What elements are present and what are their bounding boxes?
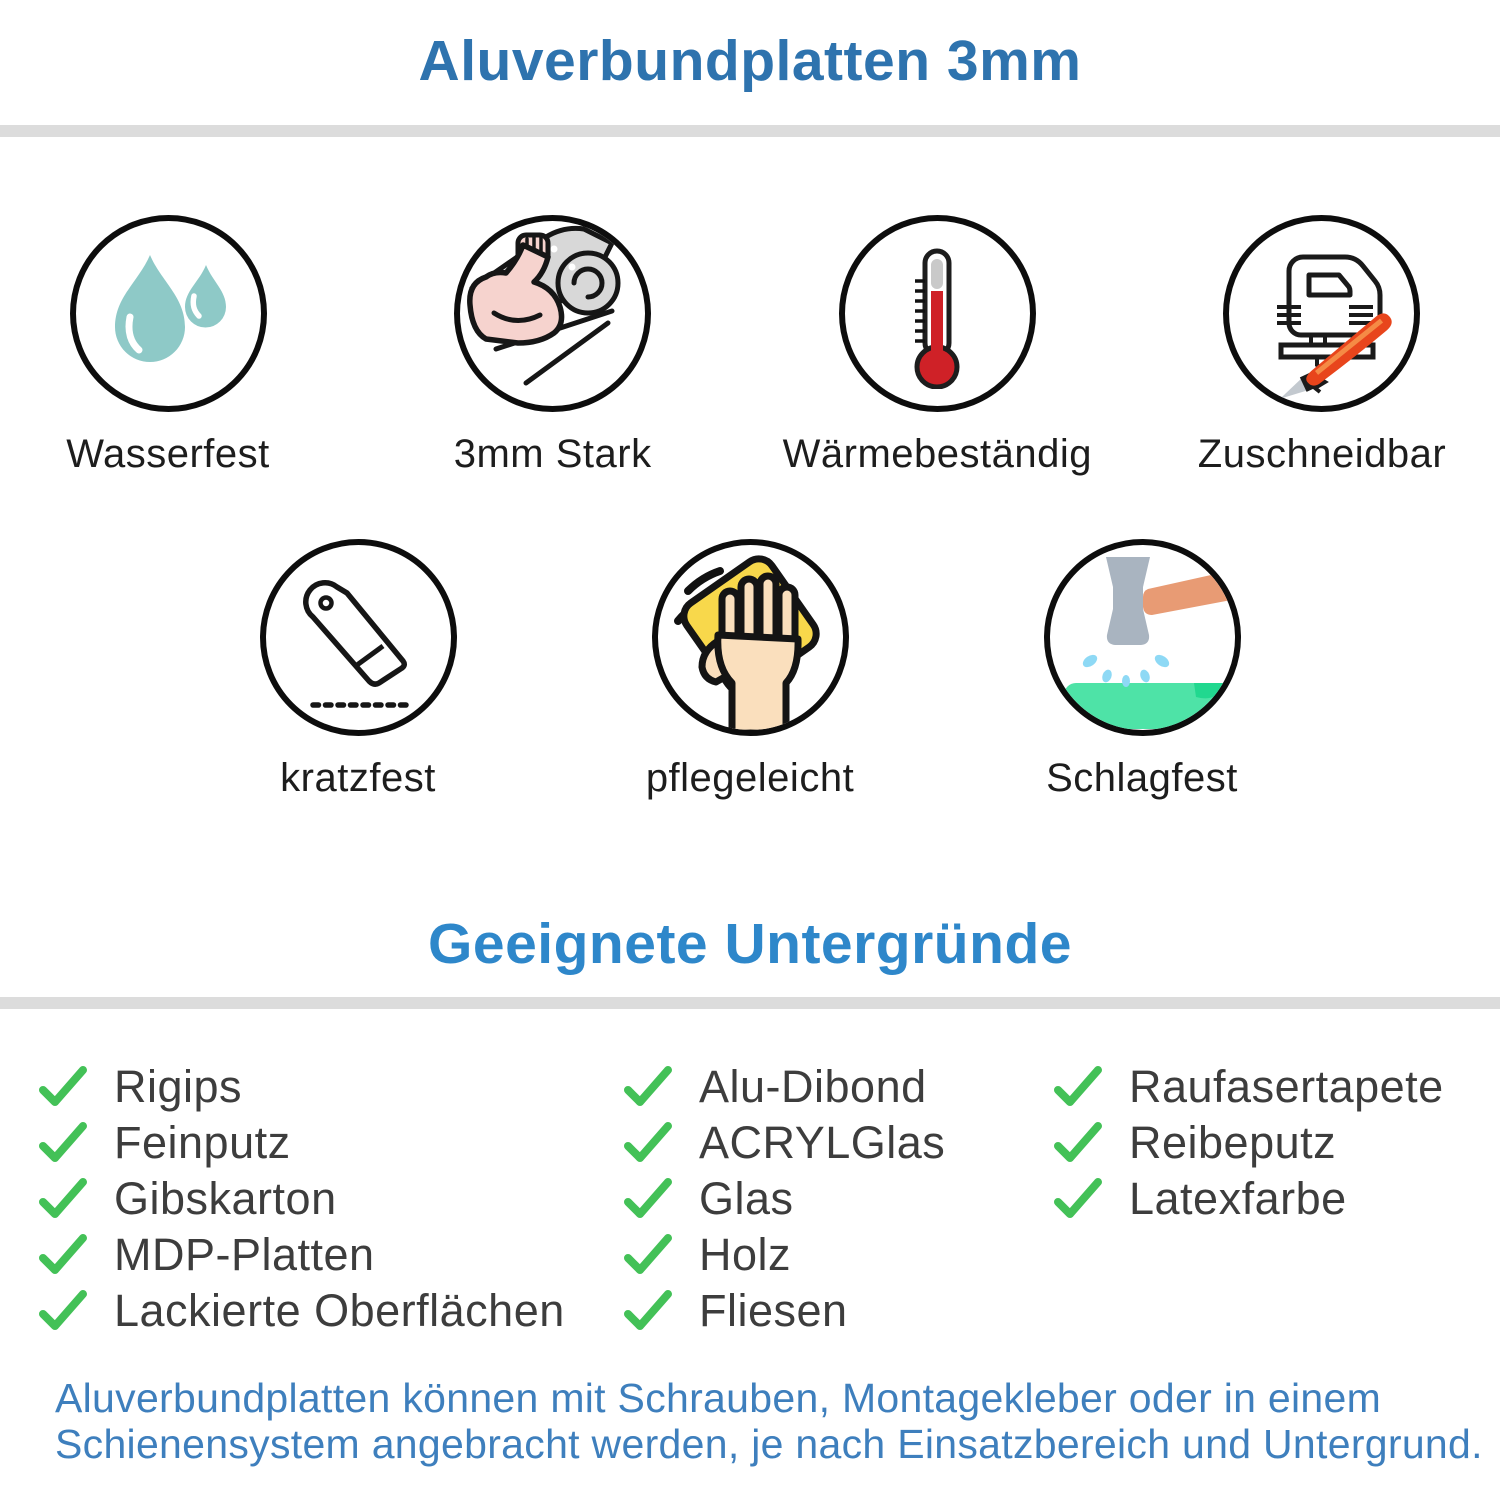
check-icon [38,1120,88,1166]
substrate-item [1053,1059,1473,1115]
feature-pflegeleicht [634,539,866,801]
substrates-column-2 [623,1059,1053,1339]
feature-label: 3mm Stark [453,432,652,477]
substrate-item [38,1283,623,1339]
features-row-2 [0,539,1500,801]
substrate-item [623,1171,1053,1227]
feature-label: Wärmebeständig [782,432,1092,477]
cleaning-hand-icon [652,539,849,736]
check-icon [38,1064,88,1110]
check-icon [623,1232,673,1278]
substrate-label: Feinputz [114,1116,291,1168]
substrate-label: Lackierte Oberflächen [114,1284,565,1336]
feature-wasserfest [52,215,284,477]
thermometer-icon [839,215,1036,412]
mounting-note [0,1375,1500,1468]
substrate-item [1053,1171,1473,1227]
section-title: Geeignete Untergründe [428,912,1072,977]
substrate-item [623,1283,1053,1339]
features-row-1 [0,215,1500,477]
substrate-item [38,1059,623,1115]
substrates-column-1 [38,1059,623,1339]
substrate-label: Reibeputz [1129,1116,1337,1168]
check-icon [1053,1176,1103,1222]
feature-label: Schlagfest [1046,756,1238,801]
utility-knife-icon [260,539,457,736]
feature-zuschneidbar [1197,215,1447,477]
check-icon [38,1232,88,1278]
substrate-item [38,1115,623,1171]
feature-label: Wasserfest [66,432,270,477]
feature-schlagfest [1026,539,1258,801]
substrate-label: Glas [699,1172,794,1224]
substrate-item [623,1227,1053,1283]
page-title: Aluverbundplatten 3mm [418,29,1082,93]
substrate-label: Fliesen [699,1284,848,1336]
substrate-label: MDP-Platten [114,1228,375,1280]
check-icon [623,1120,673,1166]
substrate-label: Gibskarton [114,1172,337,1224]
feature-label: kratzfest [280,756,436,801]
feature-waermebestaendig [782,215,1092,477]
substrate-label: Holz [699,1228,792,1280]
mounting-note-line: Schienensystem angebracht werden, je nach Einsatzbereich und Untergrund. [55,1420,1483,1467]
substrates-column-3 [1053,1059,1473,1339]
mounting-note-line: Aluverbundplatten können mit Schrauben, Montagekleber oder in einem [55,1374,1382,1421]
feature-3mm-stark [437,215,669,477]
substrate-item [623,1115,1053,1171]
divider-middle [0,997,1500,1009]
substrate-label: Rigips [114,1060,243,1112]
check-icon [38,1176,88,1222]
check-icon [1053,1064,1103,1110]
hammer-icon [1044,539,1241,736]
substrate-item [38,1171,623,1227]
muscle-arm-icon [454,215,651,412]
water-drops-icon [70,215,267,412]
feature-label: pflegeleicht [645,756,855,801]
substrate-label: Alu-Dibond [699,1060,927,1112]
check-icon [1053,1120,1103,1166]
check-icon [623,1064,673,1110]
feature-label: Zuschneidbar [1197,432,1447,477]
divider-top [0,125,1500,137]
substrate-label: Raufasertapete [1129,1060,1444,1112]
substrates-list [0,1059,1500,1339]
substrate-item [623,1059,1053,1115]
check-icon [623,1176,673,1222]
jigsaw-icon [1223,215,1420,412]
feature-kratzfest [242,539,474,801]
check-icon [38,1288,88,1334]
check-icon [623,1288,673,1334]
substrate-label: ACRYLGlas [699,1116,946,1168]
substrate-label: Latexfarbe [1129,1172,1347,1224]
substrate-item [1053,1115,1473,1171]
substrate-item [38,1227,623,1283]
